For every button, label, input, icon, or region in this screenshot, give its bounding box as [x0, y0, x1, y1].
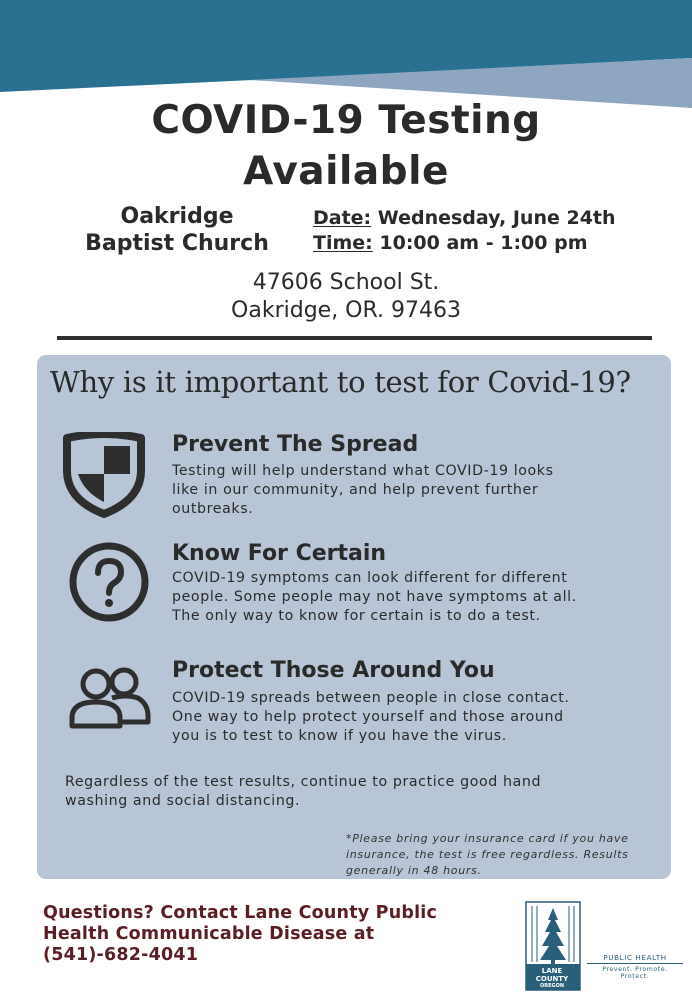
- panel-question: Why is it important to test for Covid-19?: [50, 365, 631, 399]
- date-value: Wednesday, June 24th: [377, 207, 616, 229]
- body-line: outbreaks.: [172, 501, 254, 517]
- people-icon: [66, 664, 152, 732]
- event-location: [66, 203, 288, 257]
- section-heading-know: Know For Certain: [172, 541, 387, 566]
- logo-department: PUBLIC HEALTH: [603, 953, 667, 962]
- body-line: you is to test to know if you have the virus.: [172, 728, 507, 744]
- location-line2: Baptist Church: [85, 231, 269, 256]
- page-title-line2: Available: [243, 149, 449, 194]
- date-label: Date:: [313, 207, 372, 229]
- body-line: COVID-19 spreads between people in close contact.: [172, 690, 570, 706]
- logo-county-line2: COUNTY: [535, 975, 569, 983]
- logo-county-line1: LANE: [541, 967, 563, 975]
- time-label: Time:: [313, 232, 373, 254]
- contact-phone: (541)-682-4041: [43, 945, 199, 965]
- event-schedule: [313, 206, 616, 256]
- note-line: insurance, the test is free regardless. Results: [346, 848, 629, 861]
- address-city: Oakridge, OR. 97463: [231, 298, 461, 323]
- logo-county-line3: OREGON: [539, 983, 565, 989]
- section-body-prevent: [172, 462, 642, 519]
- contact-line2: Health Communicable Disease at: [43, 924, 375, 944]
- contact-line1: Questions? Contact Lane County Public: [43, 903, 438, 923]
- body-line: One way to help protect yourself and those around: [172, 709, 564, 725]
- location-line1: Oakridge: [120, 204, 234, 229]
- divider: [57, 336, 652, 340]
- insurance-note: [346, 831, 670, 879]
- reminder-line: Regardless of the test results, continue to practice good hand: [65, 774, 542, 790]
- body-line: people. Some people may not have symptoms at all.: [172, 589, 577, 605]
- date-row: [313, 206, 616, 231]
- time-row: [313, 231, 616, 256]
- body-line: Testing will help understand what COVID-19 looks: [172, 463, 554, 479]
- body-line: COVID-19 symptoms can look different for different: [172, 570, 568, 586]
- shield-icon: [62, 432, 146, 518]
- address-street: 47606 School St.: [252, 270, 440, 295]
- page-title: COVID-19 Testing: [151, 98, 541, 143]
- question-icon: [68, 541, 150, 623]
- contact-info: [43, 903, 513, 966]
- hygiene-reminder: [65, 773, 655, 811]
- section-heading-prevent: Prevent The Spread: [172, 432, 419, 457]
- header-banner: [0, 0, 692, 110]
- note-line: *Please bring your insurance card if you have: [346, 832, 629, 845]
- logo-rule: [587, 963, 683, 964]
- note-line: generally in 48 hours.: [346, 864, 482, 877]
- body-line: like in our community, and help prevent further: [172, 482, 539, 498]
- time-value: 10:00 am - 1:00 pm: [379, 232, 588, 254]
- section-body-protect: [172, 689, 642, 746]
- logo-tagline: Prevent. Promote. Protect.: [602, 966, 668, 980]
- body-line: The only way to know for certain is to do a test.: [172, 608, 541, 624]
- section-heading-protect: Protect Those Around You: [172, 658, 495, 683]
- section-body-know: [172, 569, 642, 626]
- reminder-line: washing and social distancing.: [65, 793, 301, 809]
